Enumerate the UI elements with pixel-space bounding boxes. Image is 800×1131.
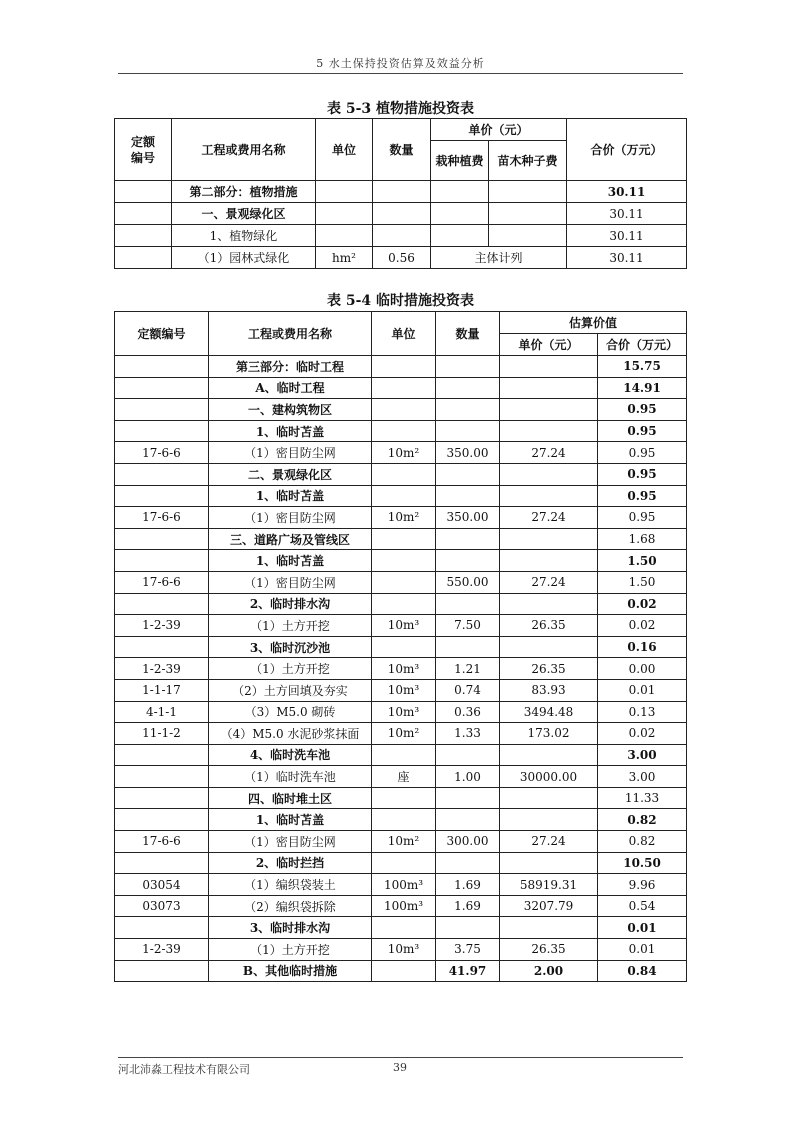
table-row [115, 917, 687, 939]
cell-code: 4-1-1 [115, 701, 209, 723]
cell-name: 二、景观绿化区 [209, 463, 372, 485]
cell-name: （1）土方开挖 [209, 658, 372, 680]
cell-code [115, 528, 209, 550]
cell-code: 03073 [115, 895, 209, 917]
cell-qty: 350.00 [436, 442, 500, 464]
cell-unit: 10m² [372, 831, 436, 853]
cell-qty: 7.50 [436, 615, 500, 637]
header-code: 定额编号 [115, 312, 209, 356]
header-name: 工程或费用名称 [209, 312, 372, 356]
cell-qty: 1.69 [436, 895, 500, 917]
cell-unit [372, 787, 436, 809]
cell-seed [489, 181, 567, 203]
cell-price: 27.24 [500, 571, 598, 593]
cell-unit: 座 [372, 766, 436, 788]
cell-total: 0.01 [598, 939, 687, 961]
footer-divider [118, 1057, 683, 1058]
cell-code [115, 247, 172, 269]
cell-name: （1）密目防尘网 [209, 571, 372, 593]
table-row [115, 723, 687, 745]
cell-name: A、临时工程 [209, 377, 372, 399]
cell-unit [372, 917, 436, 939]
cell-total: 15.75 [598, 356, 687, 378]
cell-price [500, 356, 598, 378]
cell-qty: 0.36 [436, 701, 500, 723]
cell-code [115, 550, 209, 572]
table-row [115, 787, 687, 809]
cell-price [500, 485, 598, 507]
cell-total: 0.13 [598, 701, 687, 723]
cell-code [115, 420, 209, 442]
cell-code [115, 203, 172, 225]
cell-price: 26.35 [500, 658, 598, 680]
cell-total: 30.11 [567, 225, 687, 247]
cell-seed [489, 203, 567, 225]
cell-qty [436, 852, 500, 874]
temporary-measures-table [114, 311, 687, 982]
cell-name: 一、景观绿化区 [172, 203, 316, 225]
table-row [115, 507, 687, 529]
cell-name: 1、植物绿化 [172, 225, 316, 247]
table-row [115, 701, 687, 723]
cell-name: 一、建构筑物区 [209, 399, 372, 421]
cell-name: 2、临时排水沟 [209, 593, 372, 615]
cell-qty [436, 399, 500, 421]
cell-unit [372, 463, 436, 485]
table-row [115, 181, 687, 203]
cell-code [115, 917, 209, 939]
header-estimate: 估算价值 [500, 312, 687, 334]
cell-price: 27.24 [500, 507, 598, 529]
cell-unit: 10m² [372, 507, 436, 529]
cell-name: （2）土方回填及夯实 [209, 679, 372, 701]
cell-name: 三、道路广场及管线区 [209, 528, 372, 550]
header-qty: 数量 [373, 119, 431, 181]
cell-name: （1）土方开挖 [209, 615, 372, 637]
cell-plant [431, 203, 489, 225]
table-row [115, 615, 687, 637]
cell-name: （1）密目防尘网 [209, 442, 372, 464]
cell-name: 4、临时洗车池 [209, 744, 372, 766]
cell-code: 1-2-39 [115, 658, 209, 680]
cell-unit [372, 593, 436, 615]
page-number: 39 [393, 1061, 407, 1074]
cell-price: 3207.79 [500, 895, 598, 917]
cell-total: 0.95 [598, 485, 687, 507]
cell-unit [372, 528, 436, 550]
cell-qty: 41.97 [436, 960, 500, 982]
cell-name: 四、临时堆土区 [209, 787, 372, 809]
cell-qty [436, 744, 500, 766]
cell-code [115, 960, 209, 982]
cell-name: 3、临时排水沟 [209, 917, 372, 939]
cell-price [500, 377, 598, 399]
cell-code [115, 377, 209, 399]
table-row [115, 874, 687, 896]
cell-name: B、其他临时措施 [209, 960, 372, 982]
cell-total: 11.33 [598, 787, 687, 809]
cell-name: 1、临时苫盖 [209, 420, 372, 442]
cell-qty: 1.33 [436, 723, 500, 745]
cell-qty [436, 420, 500, 442]
cell-unit: 100m³ [372, 874, 436, 896]
cell-name: 3、临时沉沙池 [209, 636, 372, 658]
cell-price: 26.35 [500, 615, 598, 637]
cell-code [115, 399, 209, 421]
cell-unit: 10m² [372, 723, 436, 745]
cell-total: 0.00 [598, 658, 687, 680]
cell-name: 第二部分：植物措施 [172, 181, 316, 203]
cell-unit [316, 181, 373, 203]
cell-qty [436, 809, 500, 831]
cell-name: （1）土方开挖 [209, 939, 372, 961]
cell-total: 30.11 [567, 247, 687, 269]
cell-unit [316, 225, 373, 247]
table-row [115, 463, 687, 485]
cell-qty: 300.00 [436, 831, 500, 853]
table-row [115, 442, 687, 464]
cell-code [115, 485, 209, 507]
cell-qty [373, 225, 431, 247]
plant-measures-table [114, 118, 687, 269]
cell-total: 10.50 [598, 852, 687, 874]
table-row [115, 420, 687, 442]
cell-code: 17-6-6 [115, 831, 209, 853]
header-seed-fee: 苗木种子费 [489, 141, 567, 181]
cell-qty: 550.00 [436, 571, 500, 593]
cell-code [115, 744, 209, 766]
company-name: 河北沛淼工程技术有限公司 [118, 1063, 250, 1076]
cell-code: 17-6-6 [115, 442, 209, 464]
cell-code: 17-6-6 [115, 571, 209, 593]
table-row [115, 852, 687, 874]
cell-total: 0.95 [598, 463, 687, 485]
cell-unit: 10m³ [372, 615, 436, 637]
cell-total: 0.82 [598, 831, 687, 853]
cell-total: 0.02 [598, 615, 687, 637]
cell-qty [436, 787, 500, 809]
cell-total: 0.95 [598, 399, 687, 421]
cell-qty [373, 203, 431, 225]
cell-total: 0.95 [598, 507, 687, 529]
cell-unit [316, 203, 373, 225]
cell-price [500, 463, 598, 485]
cell-code: 1-2-39 [115, 615, 209, 637]
table-row [115, 593, 687, 615]
cell-qty [436, 917, 500, 939]
cell-qty [436, 356, 500, 378]
cell-total: 1.50 [598, 550, 687, 572]
table-row [115, 247, 687, 269]
cell-unit: 10m³ [372, 939, 436, 961]
cell-name: （1）密目防尘网 [209, 831, 372, 853]
cell-code: 1-1-17 [115, 679, 209, 701]
cell-total: 3.00 [598, 744, 687, 766]
cell-price [500, 550, 598, 572]
cell-unit [372, 485, 436, 507]
cell-name: （3）M5.0 砌砖 [209, 701, 372, 723]
cell-total: 3.00 [598, 766, 687, 788]
cell-name: 1、临时苫盖 [209, 550, 372, 572]
cell-qty [436, 550, 500, 572]
table1-caption: 表 5-3 植物措施投资表 [326, 101, 475, 117]
cell-price [500, 593, 598, 615]
cell-unit [372, 377, 436, 399]
cell-name: 1、临时苫盖 [209, 809, 372, 831]
cell-qty: 0.56 [373, 247, 431, 269]
cell-unit: 10m³ [372, 679, 436, 701]
table-row [115, 679, 687, 701]
cell-unit: hm² [316, 247, 373, 269]
cell-total: 1.68 [598, 528, 687, 550]
cell-qty: 1.21 [436, 658, 500, 680]
cell-unit [372, 356, 436, 378]
cell-qty [436, 377, 500, 399]
cell-code [115, 463, 209, 485]
cell-price: 83.93 [500, 679, 598, 701]
header-unit-price: 单价（元） [431, 119, 567, 141]
cell-code [115, 593, 209, 615]
table-row [115, 571, 687, 593]
cell-qty: 3.75 [436, 939, 500, 961]
cell-code [115, 852, 209, 874]
cell-total: 9.96 [598, 874, 687, 896]
header-plant-fee: 栽种植费 [431, 141, 489, 181]
table-row [115, 550, 687, 572]
cell-code [115, 356, 209, 378]
cell-total: 0.95 [598, 442, 687, 464]
cell-name: 2、临时拦挡 [209, 852, 372, 874]
cell-name: 第三部分：临时工程 [209, 356, 372, 378]
cell-total: 0.02 [598, 723, 687, 745]
cell-price [500, 809, 598, 831]
cell-price: 58919.31 [500, 874, 598, 896]
cell-price: 27.24 [500, 831, 598, 853]
header-unit-price: 单价（元） [500, 334, 598, 356]
cell-name: （2）编织袋拆除 [209, 895, 372, 917]
cell-plant [431, 225, 489, 247]
cell-name: （1）临时洗车池 [209, 766, 372, 788]
cell-unit [372, 744, 436, 766]
cell-unit: 10m³ [372, 701, 436, 723]
cell-merged-price: 主体计列 [431, 247, 567, 269]
cell-qty [373, 181, 431, 203]
table-row [115, 895, 687, 917]
cell-qty: 0.74 [436, 679, 500, 701]
header-total: 合价（万元） [598, 334, 687, 356]
cell-code [115, 766, 209, 788]
table-row [115, 809, 687, 831]
cell-qty: 1.00 [436, 766, 500, 788]
cell-code: 1-2-39 [115, 939, 209, 961]
cell-code [115, 809, 209, 831]
cell-price: 27.24 [500, 442, 598, 464]
cell-name: （1）园林式绿化 [172, 247, 316, 269]
cell-qty [436, 528, 500, 550]
header-total: 合价（万元） [567, 119, 687, 181]
cell-qty [436, 636, 500, 658]
table-row [115, 658, 687, 680]
cell-name: （4）M5.0 水泥砂浆抹面 [209, 723, 372, 745]
cell-unit [372, 571, 436, 593]
cell-total: 0.82 [598, 809, 687, 831]
header-code: 定额 编号 [115, 119, 172, 181]
cell-total: 0.16 [598, 636, 687, 658]
table-row [115, 225, 687, 247]
table-row [115, 939, 687, 961]
cell-plant [431, 181, 489, 203]
cell-price [500, 917, 598, 939]
cell-qty [436, 593, 500, 615]
table-row [115, 960, 687, 982]
cell-total: 14.91 [598, 377, 687, 399]
cell-total: 0.84 [598, 960, 687, 982]
cell-total: 1.50 [598, 571, 687, 593]
cell-qty [436, 463, 500, 485]
cell-price: 173.02 [500, 723, 598, 745]
cell-unit: 10m³ [372, 658, 436, 680]
cell-price [500, 528, 598, 550]
cell-code [115, 181, 172, 203]
cell-code: 17-6-6 [115, 507, 209, 529]
cell-unit [372, 550, 436, 572]
cell-price: 3494.48 [500, 701, 598, 723]
table-row [115, 744, 687, 766]
table2-caption: 表 5-4 临时措施投资表 [326, 293, 475, 309]
cell-code: 03054 [115, 874, 209, 896]
table-row [115, 356, 687, 378]
cell-total: 0.02 [598, 593, 687, 615]
cell-price [500, 744, 598, 766]
header-name: 工程或费用名称 [172, 119, 316, 181]
cell-name: （1）密目防尘网 [209, 507, 372, 529]
cell-unit: 10m² [372, 442, 436, 464]
table-row [115, 636, 687, 658]
cell-qty: 350.00 [436, 507, 500, 529]
cell-price [500, 420, 598, 442]
cell-price: 30000.00 [500, 766, 598, 788]
cell-unit [372, 420, 436, 442]
cell-name: 1、临时苫盖 [209, 485, 372, 507]
table-row [115, 399, 687, 421]
cell-price [500, 787, 598, 809]
cell-unit [372, 960, 436, 982]
cell-unit [372, 852, 436, 874]
cell-seed [489, 225, 567, 247]
cell-unit [372, 636, 436, 658]
cell-price: 2.00 [500, 960, 598, 982]
cell-total: 30.11 [567, 181, 687, 203]
cell-price: 26.35 [500, 939, 598, 961]
cell-unit: 100m³ [372, 895, 436, 917]
table-row [115, 766, 687, 788]
cell-price [500, 636, 598, 658]
header-divider [118, 73, 683, 74]
cell-total: 0.54 [598, 895, 687, 917]
table-row [115, 528, 687, 550]
cell-name: （1）编织袋装土 [209, 874, 372, 896]
cell-code [115, 225, 172, 247]
cell-code [115, 636, 209, 658]
cell-code [115, 787, 209, 809]
cell-qty: 1.69 [436, 874, 500, 896]
table-row [115, 831, 687, 853]
header-unit: 单位 [372, 312, 436, 356]
cell-unit [372, 399, 436, 421]
cell-qty [436, 485, 500, 507]
cell-total: 0.01 [598, 917, 687, 939]
cell-code: 11-1-2 [115, 723, 209, 745]
cell-total: 0.95 [598, 420, 687, 442]
header-unit: 单位 [316, 119, 373, 181]
running-header: 5 水土保持投资估算及效益分析 [316, 57, 485, 70]
cell-total: 0.01 [598, 679, 687, 701]
header-qty: 数量 [436, 312, 500, 356]
table-row [115, 203, 687, 225]
table-row [115, 377, 687, 399]
cell-unit [372, 809, 436, 831]
cell-price [500, 852, 598, 874]
table-row [115, 485, 687, 507]
cell-total: 30.11 [567, 203, 687, 225]
cell-price [500, 399, 598, 421]
